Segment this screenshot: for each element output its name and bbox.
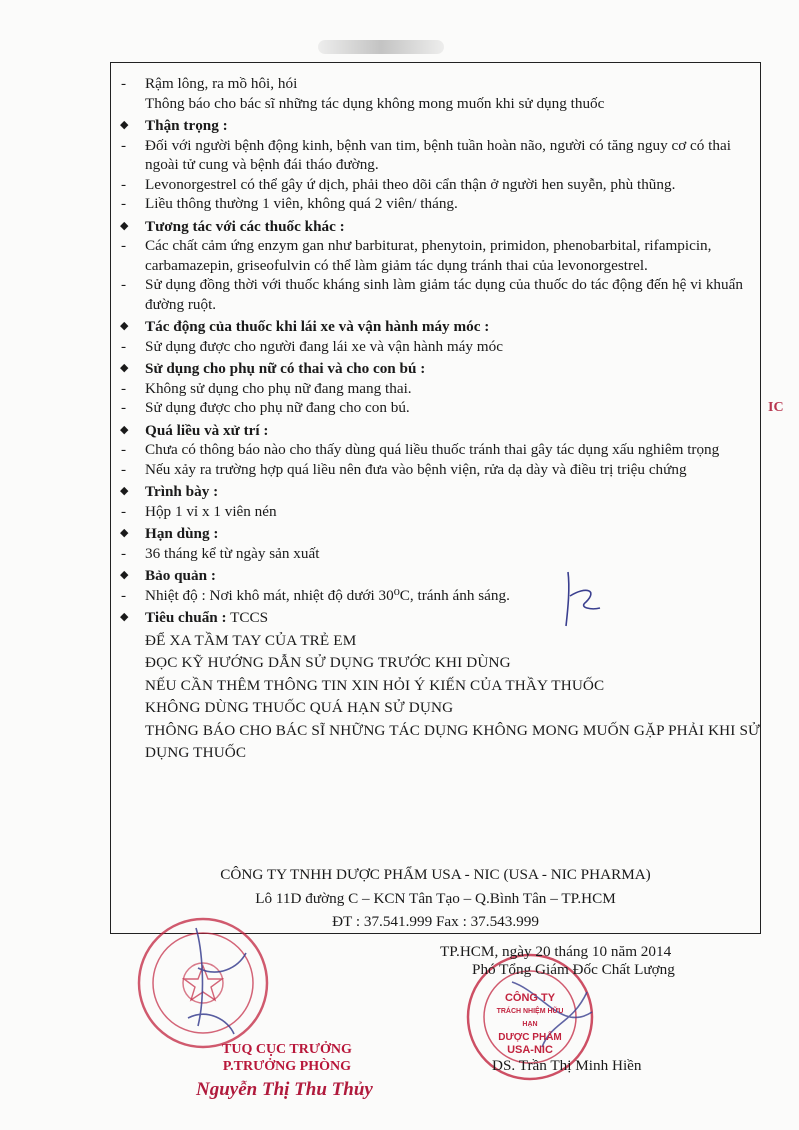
section-heading bbox=[118, 116, 760, 136]
warning-line: THÔNG BÁO CHO BÁC SĨ NHỮNG TÁC DỤNG KHÔNG MONG MUỐN GẶP PHẢI KHI SỬ DỤNG THUỐC bbox=[145, 721, 760, 761]
line-text: Các chất cảm ứng enzym gan như barbiturat, phenytoin, primidon, phenobarbital, rifampicin, carbamazepin, griseofulvin có thể làm giảm tác dụng tránh thai của levonorgestrel. bbox=[145, 237, 712, 274]
margin-note: IC bbox=[768, 400, 784, 415]
dash-marker: - bbox=[121, 502, 127, 520]
diamond-bullet-icon: ◆ bbox=[120, 569, 129, 581]
body-line bbox=[118, 379, 760, 399]
stamp-line-3: DƯỢC PHẨM bbox=[498, 1032, 562, 1043]
line-text: Tương tác với các thuốc khác : bbox=[145, 217, 345, 235]
dash-marker: - bbox=[121, 441, 127, 458]
diamond-bullet-icon: ◆ bbox=[120, 611, 129, 623]
line-text: Tác động của thuốc khi lái xe và vận hành máy móc : bbox=[145, 318, 490, 335]
diamond-bullet-icon: ◆ bbox=[120, 320, 129, 332]
line-text: Sử dụng đồng thời với thuốc kháng sinh làm giảm tác dụng của thuốc do tác động đến hệ vi khuẩn đường ruột. bbox=[145, 276, 743, 313]
body-line bbox=[118, 586, 760, 606]
dash-marker: - bbox=[121, 460, 127, 478]
dash-marker: - bbox=[121, 237, 127, 254]
company-name: CÔNG TY TNHH DƯỢC PHẨM USA - NIC (USA - NIC PHARMA) bbox=[220, 866, 651, 883]
line-text: Bảo quản : bbox=[145, 567, 216, 584]
line-text: Chưa có thông báo nào cho thấy dùng quá liều thuốc tránh thai gây tác dụng xấu nghiêm trọng bbox=[145, 441, 720, 458]
company-stamp-text bbox=[492, 992, 568, 1057]
section-heading bbox=[118, 482, 760, 502]
initials-signature bbox=[556, 568, 606, 628]
body-line bbox=[118, 194, 760, 214]
body-line bbox=[118, 502, 760, 522]
authority-block bbox=[222, 1041, 352, 1075]
line-text: Sử dụng cho phụ nữ có thai và cho con bú : bbox=[145, 360, 426, 377]
dash-marker: - bbox=[121, 136, 127, 154]
sign-date: TP.HCM, ngày 20 tháng 10 năm 2014 bbox=[440, 943, 672, 960]
line-text: 36 tháng kể từ ngày sản xuất bbox=[145, 544, 320, 562]
line-text: Quá liều và xử trí : bbox=[145, 421, 269, 439]
line-text: Rậm lông, ra mồ hôi, hói bbox=[145, 75, 298, 92]
stamp-line-4: USA-NIC bbox=[507, 1044, 553, 1056]
diamond-bullet-icon: ◆ bbox=[120, 423, 129, 436]
section-heading bbox=[118, 421, 760, 441]
section-heading bbox=[118, 217, 760, 237]
standard-label: Tiêu chuẩn : bbox=[145, 609, 227, 626]
warning-line: KHÔNG DÙNG THUỐC QUÁ HẠN SỬ DỤNG bbox=[145, 699, 454, 716]
signer-title: Phó Tổng Giám Đốc Chất Lượng bbox=[472, 961, 675, 978]
dash-marker: - bbox=[121, 337, 127, 355]
diamond-bullet-icon: ◆ bbox=[120, 527, 129, 539]
dash-marker: - bbox=[121, 195, 127, 212]
warnings-block bbox=[118, 630, 760, 765]
signer-name: DS. Trần Thị Minh Hiền bbox=[492, 1057, 642, 1074]
authority-line-2: P.TRƯỞNG PHÒNG bbox=[222, 1059, 351, 1074]
line-text: Levonorgestrel có thể gây ứ dịch, phải theo dõi cẩn thận ở người hen suyễn, phù thũng. bbox=[145, 175, 676, 193]
dash-marker: - bbox=[121, 379, 127, 397]
scan-smudge bbox=[318, 40, 444, 54]
dash-marker: - bbox=[121, 175, 127, 193]
authority-signer-name: Nguyễn Thị Thu Thủy bbox=[196, 1079, 373, 1100]
line-text: Sử dụng được cho phụ nữ đang cho con bú. bbox=[145, 399, 410, 416]
dash-marker: - bbox=[121, 75, 127, 92]
body-line bbox=[118, 275, 760, 314]
line-text: Nếu xảy ra trường hợp quá liều nên đưa vào bệnh viện, rửa dạ dày và điều trị triệu chứng bbox=[145, 460, 687, 478]
company-address: Lô 11D đường C – KCN Tân Tạo – Q.Bình Tân – TP.HCM bbox=[255, 890, 616, 907]
standard-value: TCCS bbox=[226, 609, 269, 626]
line-text: Thận trọng : bbox=[145, 117, 228, 134]
diamond-bullet-icon: ◆ bbox=[120, 362, 129, 374]
body-line bbox=[118, 440, 760, 460]
stamp-line-1: CÔNG TY bbox=[504, 992, 556, 1004]
line-text: Trình bày : bbox=[145, 483, 219, 500]
body-line bbox=[118, 460, 760, 480]
section-heading bbox=[118, 317, 760, 337]
body-line bbox=[118, 398, 760, 418]
company-phone: ĐT : 37.541.999 Fax : 37.543.999 bbox=[332, 913, 539, 930]
body-line bbox=[118, 74, 760, 94]
warning-line: ĐỌC KỸ HƯỚNG DẪN SỬ DỤNG TRƯỚC KHI DÙNG bbox=[145, 654, 511, 671]
line-text: Sử dụng được cho người đang lái xe và vận hành máy móc bbox=[145, 337, 503, 355]
line-text: Hạn dùng : bbox=[145, 525, 219, 542]
dash-marker: - bbox=[121, 276, 127, 293]
body-line bbox=[118, 337, 760, 357]
warning-line: NẾU CẦN THÊM THÔNG TIN XIN HỎI Ý KIẾN CỦA THẦY THUỐC bbox=[145, 676, 605, 694]
diamond-bullet-icon: ◆ bbox=[120, 485, 129, 497]
dash-marker: - bbox=[121, 399, 127, 416]
line-text: Nhiệt độ : Nơi khô mát, nhiệt độ dưới 30⁰C, tránh ánh sáng. bbox=[145, 586, 510, 604]
line-text: Không sử dụng cho phụ nữ đang mang thai. bbox=[145, 379, 412, 397]
dash-marker: - bbox=[121, 544, 127, 562]
line-text: Đối với người bệnh động kinh, bệnh van tim, bệnh tuần hoàn não, người có tăng nguy cơ có thai ngoài tử cung và bệnh đái tháo đường. bbox=[145, 136, 731, 173]
warning-line: ĐỂ XA TẦM TAY CỦA TRẺ EM bbox=[145, 631, 357, 649]
ministry-stamp bbox=[128, 908, 278, 1058]
stamp-line-2: TRÁCH NHIỆM HỮU HẠN bbox=[496, 1008, 564, 1028]
body-line bbox=[118, 236, 760, 275]
body-line bbox=[118, 175, 760, 195]
line-text: Liều thông thường 1 viên, không quá 2 viên/ tháng. bbox=[145, 195, 458, 212]
diamond-bullet-icon: ◆ bbox=[120, 219, 129, 232]
leaflet-body bbox=[118, 74, 760, 765]
body-line bbox=[118, 136, 760, 175]
standard-row bbox=[118, 608, 760, 628]
body-line bbox=[118, 544, 760, 564]
diamond-bullet-icon: ◆ bbox=[120, 119, 129, 131]
section-heading bbox=[118, 524, 760, 544]
section-heading bbox=[118, 359, 760, 379]
authority-line-1: TUQ CỤC TRƯỞNG bbox=[222, 1042, 352, 1057]
section-heading bbox=[118, 566, 760, 586]
dash-marker: - bbox=[121, 586, 127, 604]
body-line bbox=[118, 94, 760, 114]
line-text: Hộp 1 vỉ x 1 viên nén bbox=[145, 502, 277, 520]
line-text: Thông báo cho bác sĩ những tác dụng không mong muốn khi sử dụng thuốc bbox=[145, 94, 605, 112]
